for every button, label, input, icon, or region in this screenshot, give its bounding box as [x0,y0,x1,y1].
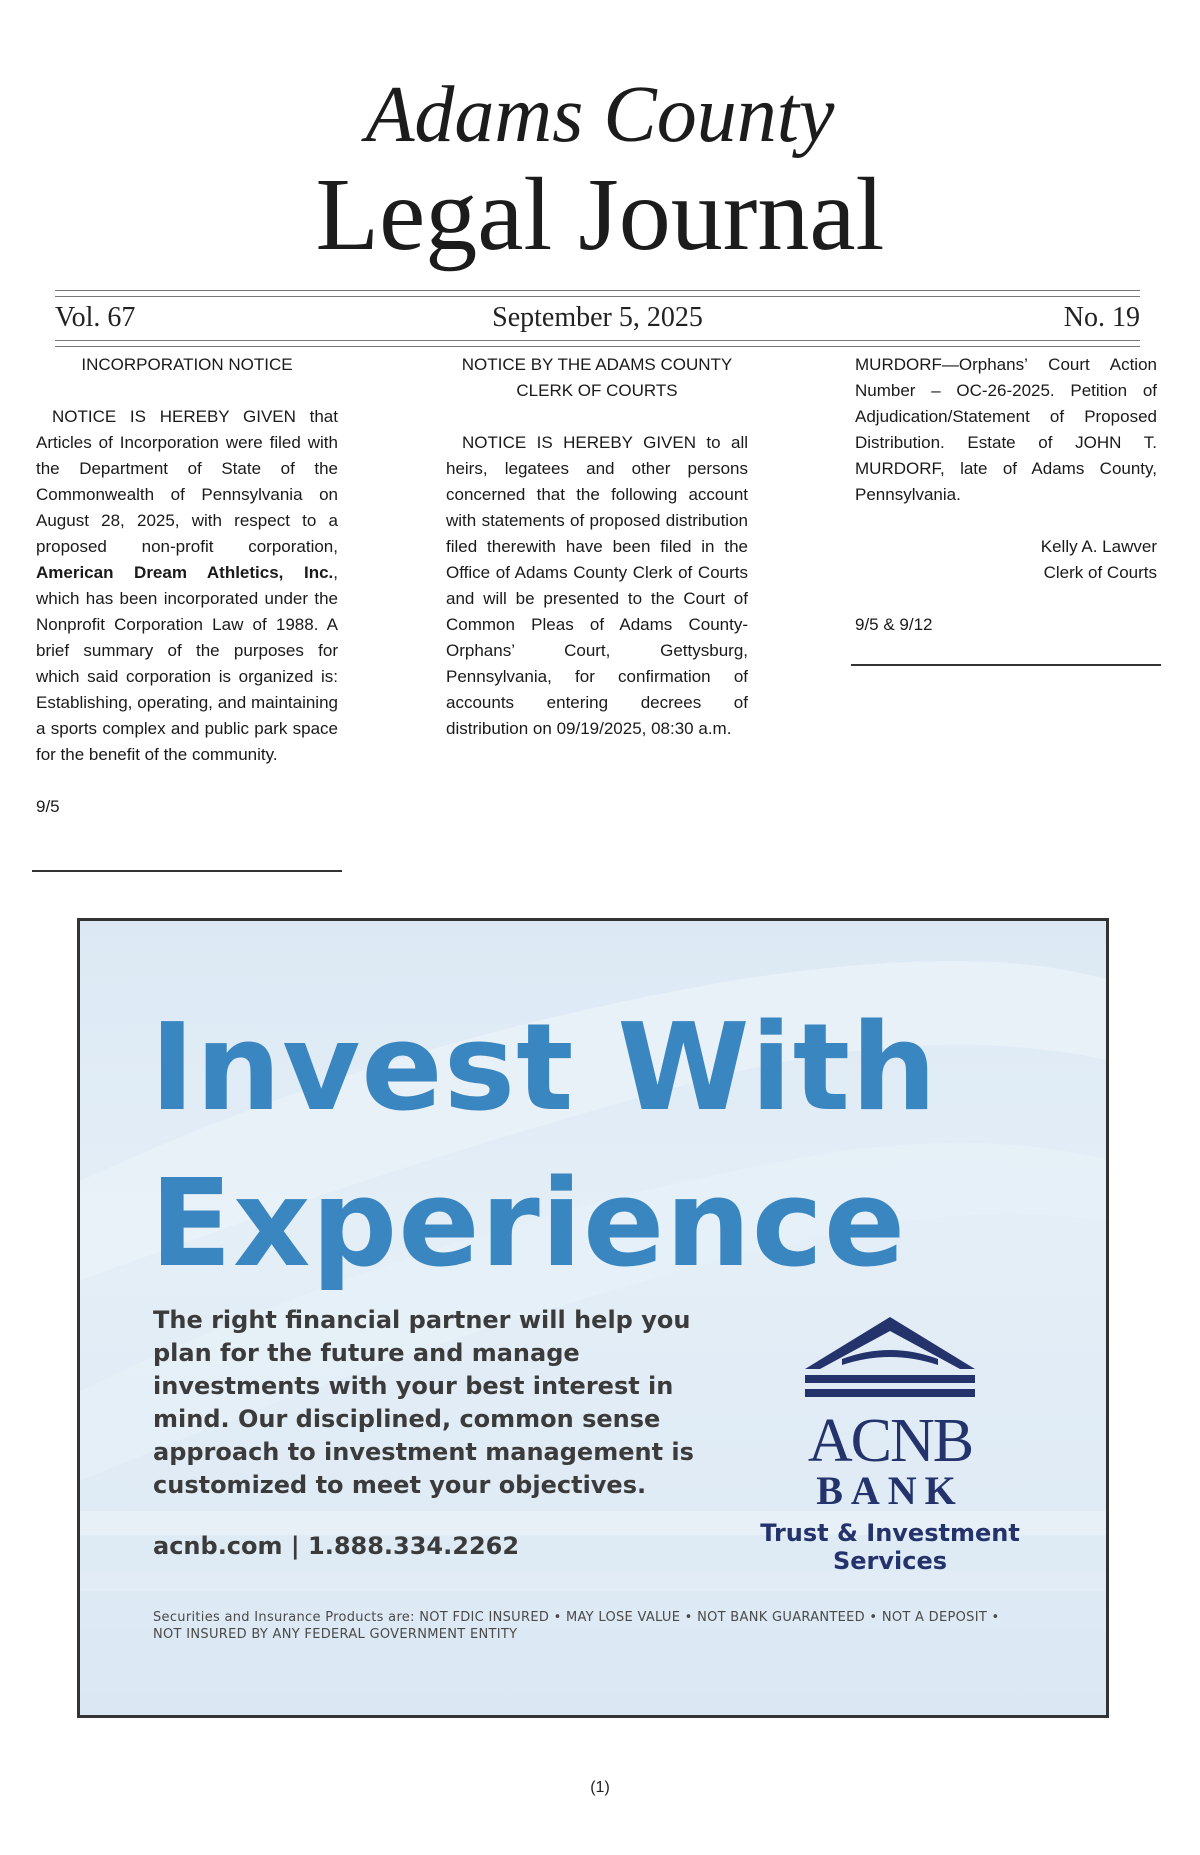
page-number: (1) [590,1779,610,1796]
issue-date: September 5, 2025 [492,302,703,333]
masthead-rule-top-inner [55,296,1140,297]
issue-info-row [55,300,1140,336]
incorporation-body-part2: , which has been incorporated under the Nonprofit Corporation Law of 1988. A brief summary of the purposes for which said corporation is organized is: Establishing, operating, and maintaining a sports complex and public park space for the benefit of the community. [36,563,338,764]
masthead-rule-top [55,290,1140,291]
clerk-of-courts-notice [446,352,748,742]
corporation-name: American Dream Athletics, Inc. [36,563,334,582]
signer-title: Clerk of Courts [1043,563,1157,582]
estate-notice [855,352,1157,638]
logo-bank-text: BANK [816,1468,964,1513]
issue-number: No. 19 [1063,302,1140,333]
estate-notice-end-rule [851,664,1161,666]
logo-acnb-text: ACNB [807,1407,973,1475]
masthead-rule-bottom-inner [55,346,1140,347]
clerk-notice-body: NOTICE IS HEREBY GIVEN to all heirs, legatees and other persons concerned that the following account with statements of proposed distribution filed therewith have been filed in the Office of Adams County Clerk of Courts and will be presented to the Court of Common Pleas of Adams County-Orphans’ Court, Gettysburg, Pennsylvania, for confirmation of accounts entering decrees of distribution on 09/19/2025, 08:30 a.m. [446,433,748,738]
ad-headline-line2: Experience [150,1155,907,1294]
estate-run-dates: 9/5 & 9/12 [855,615,933,634]
clerk-notice-heading-line1: NOTICE BY THE ADAMS COUNTY [461,355,733,374]
clerk-notice-heading-line2: CLERK OF COURTS [516,381,678,400]
acnb-advertisement [77,918,1109,1718]
logo-tagline [740,1519,1040,1575]
incorporation-run-dates: 9/5 [36,797,60,816]
logo-tagline-line2: Services [832,1547,948,1575]
incorporation-notice [36,352,338,820]
journal-title-line2: Legal Journal [315,157,885,272]
masthead-rule-bottom [55,340,1140,341]
signer-name: Kelly A. Lawver [1040,537,1157,556]
ad-body-text: The right financial partner will help you plan for the future and manage investments with your best interest in mind. Our disciplined, common sense approach to investment management is customized to meet your objectives. [153,1306,694,1499]
acnb-logo [760,1311,1040,1591]
logo-tagline-line1: Trust & Investment [760,1519,1020,1547]
incorporation-notice-end-rule [32,870,342,872]
incorporation-notice-heading: INCORPORATION NOTICE [81,355,293,374]
estate-notice-body: MURDORF—Orphans’ Court Action Number – OC-26-2025. Petition of Adjudication/Statement of Proposed Distribution. Estate of JOHN T. MURDORF, late of Adams County, Pennsylvania. [855,355,1157,504]
ad-disclaimer: Securities and Insurance Products are: NOT FDIC INSURED • MAY LOSE VALUE • NOT BANK GUARANTEED • NOT A DEPOSIT • NOT INSURED BY ANY FEDERAL GOVERNMENT ENTITY [153,1610,1000,1642]
volume-label: Vol. 67 [55,302,136,333]
acnb-roof-icon [790,1311,990,1411]
ad-headline [150,991,1050,1303]
journal-title-line1: Adams County [365,71,835,159]
incorporation-notice-body [36,404,338,768]
ad-headline-line1: Invest With [150,999,938,1138]
ad-contact-info: acnb.com | 1.888.334.2262 [153,1532,520,1560]
incorporation-body-part1: NOTICE IS HEREBY GIVEN that Articles of Incorporation were filed with the Department of State of the Commonwealth of Pennsylvania on August 28, 2025, with respect to a proposed non-profit corporation, [36,407,338,556]
